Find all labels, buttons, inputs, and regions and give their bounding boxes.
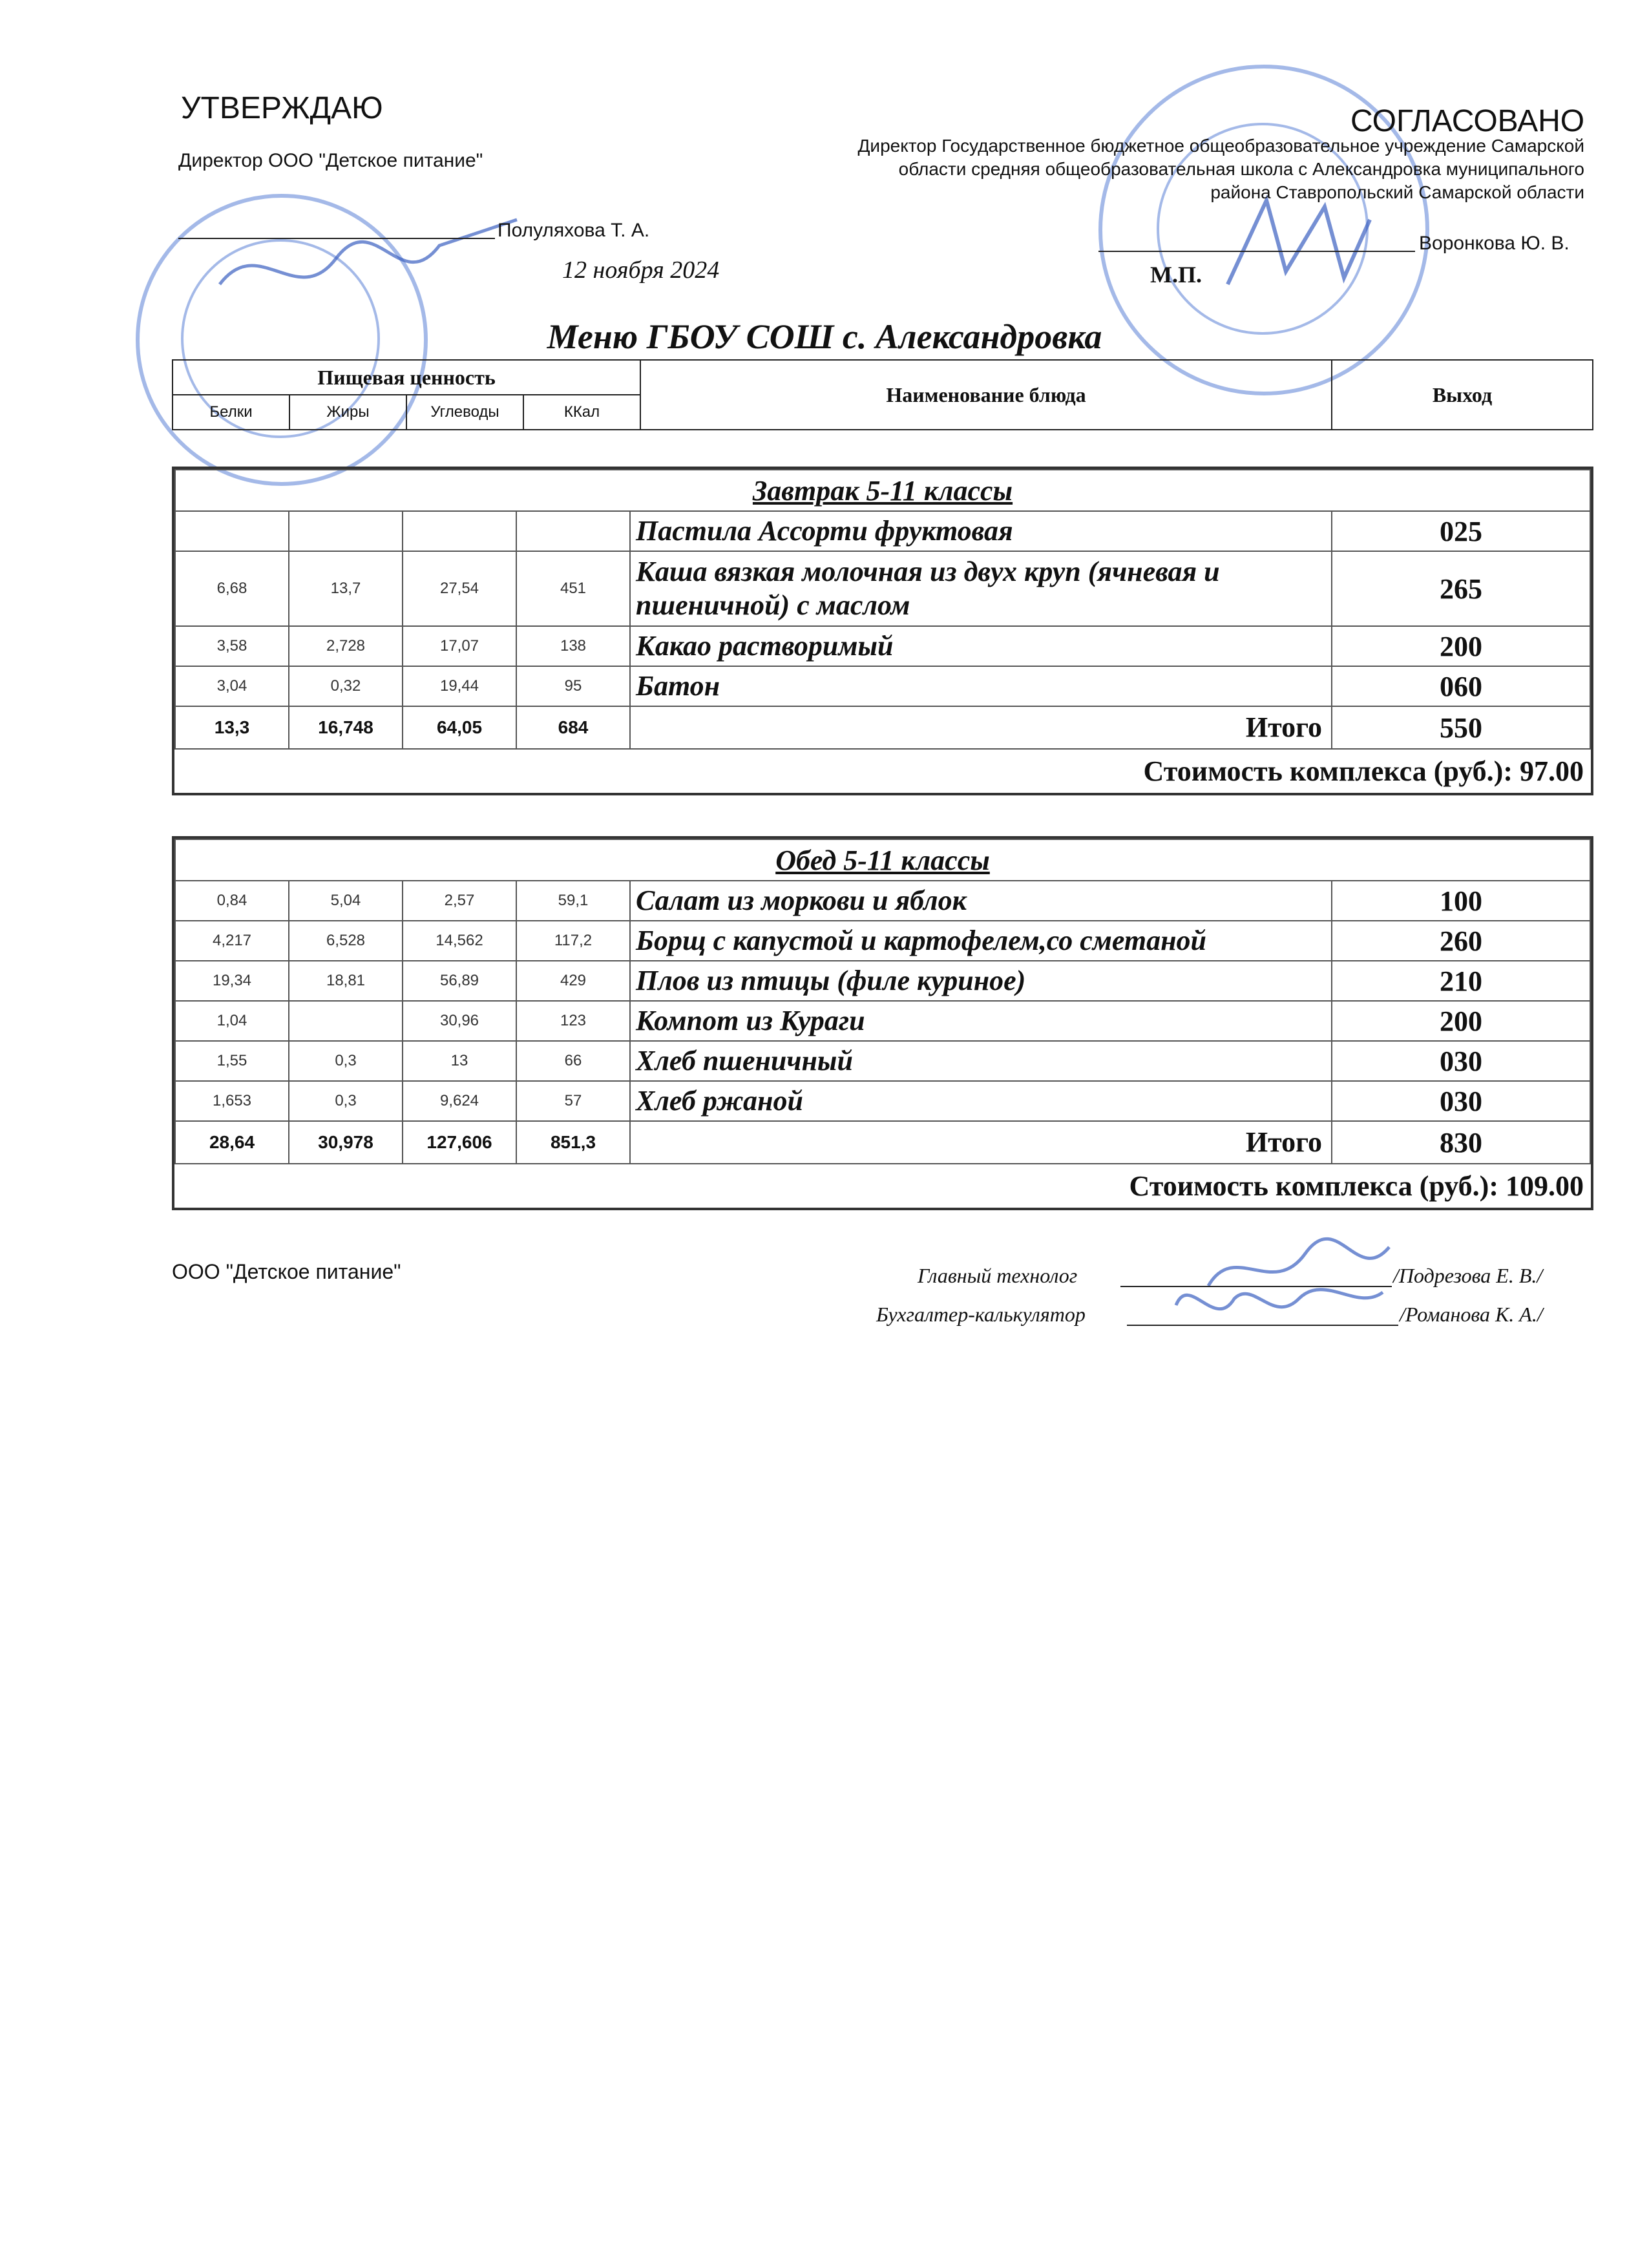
approve-signer: Полуляхова Т. А.	[498, 220, 650, 241]
cell-protein: 1,653	[175, 1081, 289, 1121]
cell-carbs: 17,07	[403, 626, 516, 666]
cell-carbs: 9,624	[403, 1081, 516, 1121]
cell-yield: 030	[1332, 1081, 1590, 1121]
total-yield: 550	[1332, 706, 1590, 749]
total-protein: 28,64	[175, 1121, 289, 1164]
breakfast-section	[172, 467, 1593, 795]
cell-fat: 6,528	[289, 921, 403, 961]
cell-yield: 100	[1332, 881, 1590, 921]
approve-position: Директор ООО "Детское питание"	[178, 150, 483, 171]
signature-accountant	[1163, 1266, 1396, 1344]
total-carbs: 127,606	[403, 1121, 516, 1164]
cell-dish: Плов из птицы (филе куриное)	[630, 961, 1332, 1001]
table-row	[175, 1001, 1590, 1041]
cell-protein	[175, 511, 289, 551]
footer-accountant-label: Бухгалтер-калькулятор	[876, 1303, 1086, 1326]
header-col-kcal: ККал	[523, 395, 640, 430]
approve-title: УТВЕРЖДАЮ	[181, 91, 383, 125]
cell-protein: 4,217	[175, 921, 289, 961]
header-col-protein: Белки	[173, 395, 289, 430]
cell-kcal: 57	[516, 1081, 630, 1121]
cell-dish: Каша вязкая молочная из двух круп (ячневая и пшеничной) с маслом	[630, 551, 1332, 626]
table-row	[175, 961, 1590, 1001]
total-kcal: 684	[516, 706, 630, 749]
cell-carbs: 2,57	[403, 881, 516, 921]
lunch-section	[172, 836, 1593, 1210]
total-fat: 30,978	[289, 1121, 403, 1164]
footer-technologist-name: /Подрезова Е. В./	[1393, 1264, 1543, 1287]
agree-position-2: области средняя общеобразовательная школа с Александровка муниципального	[898, 159, 1584, 179]
approve-signature-line	[178, 238, 495, 239]
footer-technologist-line	[1120, 1286, 1392, 1287]
breakfast-title: Завтрак 5-11 классы	[175, 470, 1590, 511]
table-row	[175, 626, 1590, 666]
table-row	[175, 551, 1590, 626]
cell-protein: 19,34	[175, 961, 289, 1001]
cell-kcal: 117,2	[516, 921, 630, 961]
total-kcal: 851,3	[516, 1121, 630, 1164]
cell-kcal: 123	[516, 1001, 630, 1041]
total-protein: 13,3	[175, 706, 289, 749]
cell-yield: 210	[1332, 961, 1590, 1001]
agree-signature-line	[1098, 251, 1415, 252]
cell-dish: Борщ с капустой и картофелем,со сметаной	[630, 921, 1332, 961]
cell-yield: 025	[1332, 511, 1590, 551]
menu-title: Меню ГБОУ СОШ с. Александровка	[547, 317, 1102, 356]
footer-accountant-name: /Романова К. А./	[1400, 1303, 1543, 1326]
table-row	[175, 1081, 1590, 1121]
cell-yield: 030	[1332, 1041, 1590, 1081]
footer-accountant-line	[1127, 1325, 1398, 1326]
total-row	[175, 706, 1590, 749]
cell-kcal: 451	[516, 551, 630, 626]
cell-protein: 0,84	[175, 881, 289, 921]
total-label: Итого	[630, 1121, 1332, 1164]
total-yield: 830	[1332, 1121, 1590, 1164]
header-col-carbs: Углеводы	[406, 395, 523, 430]
cell-protein: 3,58	[175, 626, 289, 666]
agree-mp: М.П.	[1150, 262, 1202, 288]
cell-carbs: 13	[403, 1041, 516, 1081]
cell-protein: 6,68	[175, 551, 289, 626]
header-yield: Выход	[1332, 360, 1593, 430]
total-fat: 16,748	[289, 706, 403, 749]
approve-date: 12 ноября 2024	[562, 257, 720, 284]
table-row	[175, 511, 1590, 551]
cell-dish: Пастила Ассорти фруктовая	[630, 511, 1332, 551]
cell-yield: 265	[1332, 551, 1590, 626]
cell-yield: 200	[1332, 626, 1590, 666]
footer-technologist-label: Главный технолог	[918, 1264, 1078, 1287]
cell-fat: 5,04	[289, 881, 403, 921]
cell-carbs: 27,54	[403, 551, 516, 626]
breakfast-cost: Стоимость комплекса (руб.): 97.00	[1143, 755, 1584, 787]
agree-position-1: Директор Государственное бюджетное общеобразовательное учреждение Самарской	[857, 136, 1584, 156]
cell-fat: 0,3	[289, 1081, 403, 1121]
cell-dish: Какао растворимый	[630, 626, 1332, 666]
agree-signer: Воронкова Ю. В.	[1419, 233, 1570, 254]
header-table	[172, 359, 1593, 430]
cell-kcal: 138	[516, 626, 630, 666]
cell-fat: 18,81	[289, 961, 403, 1001]
agree-position-3: района Ставропольский Самарской области	[1210, 182, 1584, 202]
lunch-cost: Стоимость комплекса (руб.): 109.00	[1129, 1170, 1584, 1202]
table-row	[175, 1041, 1590, 1081]
footer-company: ООО "Детское питание"	[172, 1260, 401, 1283]
cell-fat: 13,7	[289, 551, 403, 626]
header-dish: Наименование блюда	[640, 360, 1332, 430]
table-row	[175, 666, 1590, 706]
cell-dish: Хлеб ржаной	[630, 1081, 1332, 1121]
total-row	[175, 1121, 1590, 1164]
cell-dish: Салат из моркови и яблок	[630, 881, 1332, 921]
cell-yield: 200	[1332, 1001, 1590, 1041]
cell-dish: Хлеб пшеничный	[630, 1041, 1332, 1081]
cell-yield: 060	[1332, 666, 1590, 706]
header-nutrition: Пищевая ценность	[173, 360, 640, 395]
cell-kcal: 429	[516, 961, 630, 1001]
cell-carbs: 14,562	[403, 921, 516, 961]
cell-fat	[289, 511, 403, 551]
cell-yield: 260	[1332, 921, 1590, 961]
header-col-fat: Жиры	[289, 395, 406, 430]
cell-protein: 1,04	[175, 1001, 289, 1041]
total-carbs: 64,05	[403, 706, 516, 749]
cell-kcal	[516, 511, 630, 551]
agree-title: СОГЛАСОВАНО	[1350, 104, 1585, 138]
cell-kcal: 59,1	[516, 881, 630, 921]
cell-fat	[289, 1001, 403, 1041]
cell-fat: 2,728	[289, 626, 403, 666]
cell-fat: 0,3	[289, 1041, 403, 1081]
cell-carbs: 19,44	[403, 666, 516, 706]
cell-carbs: 30,96	[403, 1001, 516, 1041]
table-row	[175, 881, 1590, 921]
cell-dish: Компот из Кураги	[630, 1001, 1332, 1041]
cell-kcal: 95	[516, 666, 630, 706]
cell-fat: 0,32	[289, 666, 403, 706]
cell-protein: 3,04	[175, 666, 289, 706]
cell-carbs: 56,89	[403, 961, 516, 1001]
cell-protein: 1,55	[175, 1041, 289, 1081]
cell-dish: Батон	[630, 666, 1332, 706]
cell-carbs	[403, 511, 516, 551]
table-row	[175, 921, 1590, 961]
lunch-title: Обед 5-11 классы	[175, 839, 1590, 881]
cell-kcal: 66	[516, 1041, 630, 1081]
total-label: Итого	[630, 706, 1332, 749]
